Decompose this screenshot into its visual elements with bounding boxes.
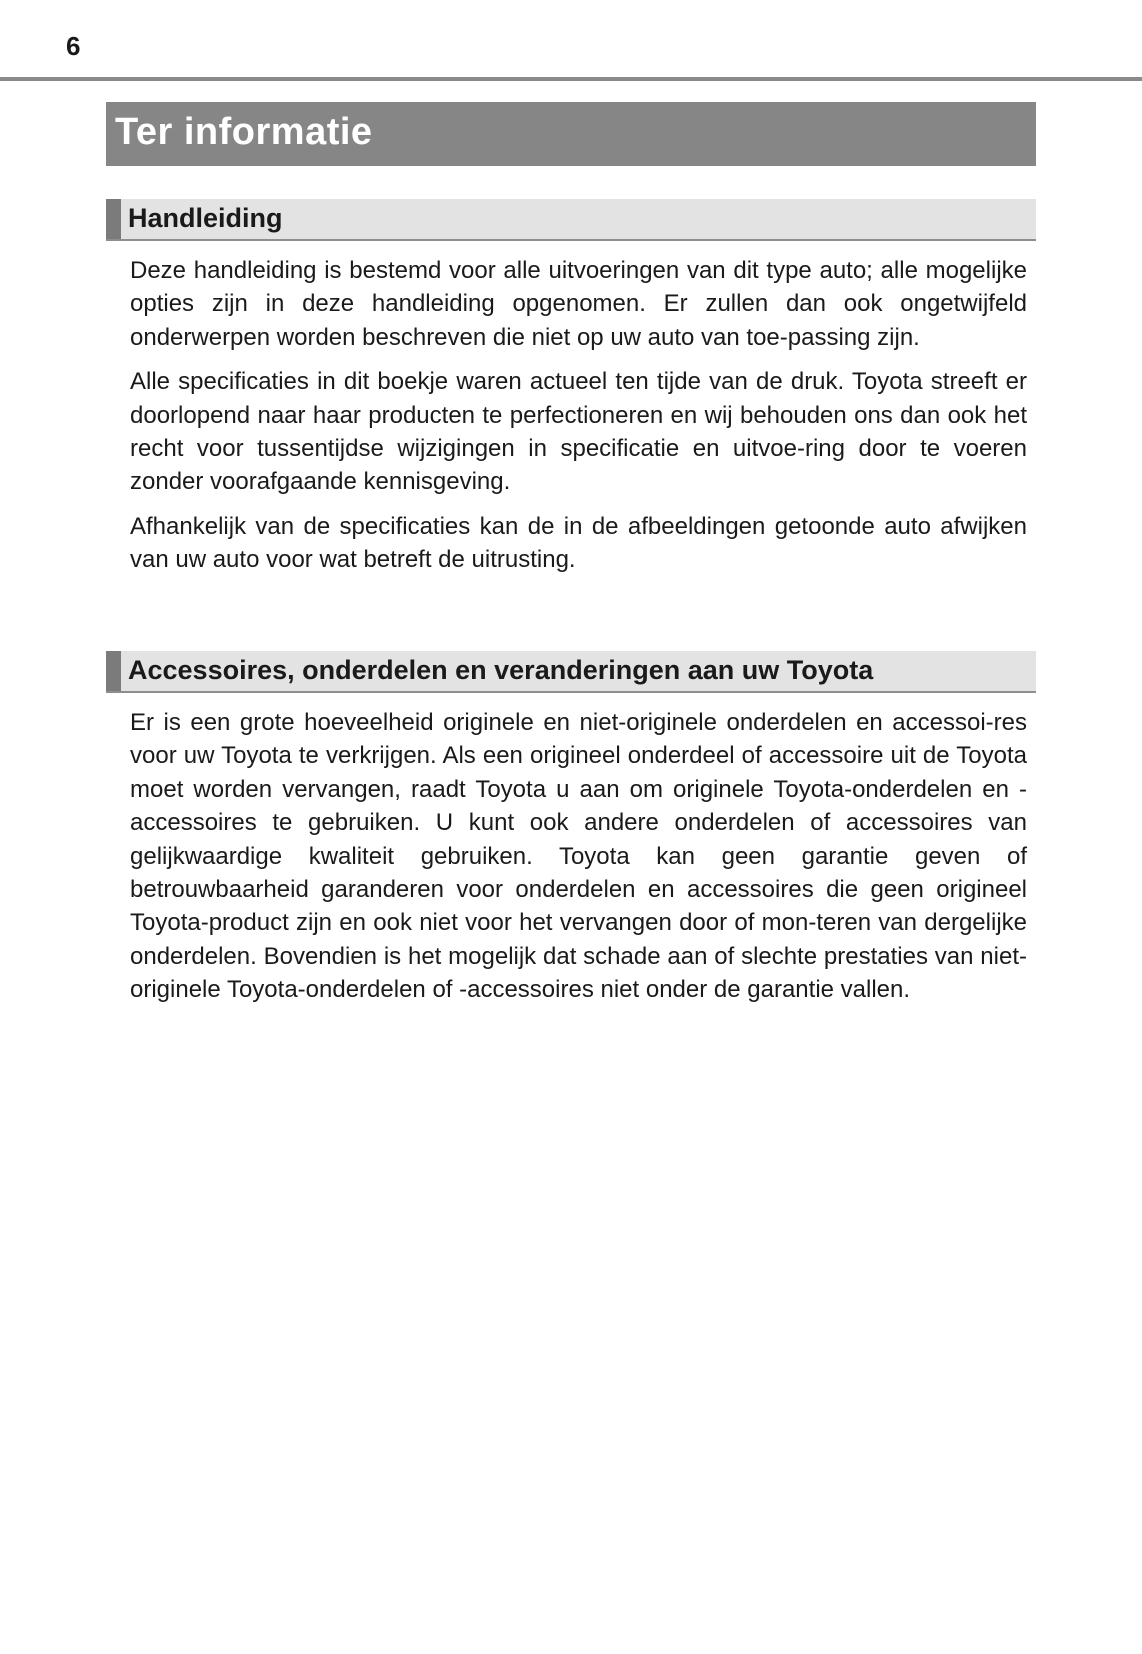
chapter-banner [106,102,1036,166]
section-body-handleiding [130,254,1027,588]
paragraph: Er is een grote hoeveelheid originele en niet-originele onderdelen en accessoi-res voor uw Toyota te verkrijgen. Als een origineel onderdeel of accessoire uit de Toyota moet worden vervangen, raadt Toyota u aan om originele Toyota-onderdelen en -accessoires te gebruiken. U kunt ook andere onderdelen of accessoires van gelijkwaardige kwaliteit gebruiken. Toyota kan geen garantie geven of betrouwbaarheid garanderen voor onderdelen en accessoires die geen origineel Toyota-product zijn en ook niet voor het vervangen door of mon-teren van dergelijke onderdelen. Bovendien is het mogelijk dat schade aan of slechte prestaties van niet-originele Toyota-onderdelen of -accessoires niet onder de garantie vallen. [130,709,1027,1004]
paragraph: Afhankelijk van de specificaties kan de in de afbeeldingen getoonde auto afwijken van uw auto voor wat betreft de uitrusting. [130,512,1027,574]
section-title: Accessoires, onderdelen en veranderingen aan uw Toyota [128,655,874,685]
section-header-handleiding [106,199,1036,241]
header-rule [0,77,1142,81]
chapter-title: Ter informatie [115,111,373,153]
paragraph: Deze handleiding is bestemd voor alle uitvoeringen van dit type auto; alle mogelijke opties zijn in deze handleiding opgenomen. Er zullen dan ook ongetwijfeld onderwerpen worden beschreven die niet op uw auto van toe-passing zijn. [130,257,1027,351]
section-marker-bar [106,651,121,691]
section-header-accessoires [106,651,1036,693]
section-body-accessoires [130,706,1027,1018]
section-marker-bar [106,199,121,239]
page-number: 6 [66,31,81,61]
section-title: Handleiding [128,203,283,233]
paragraph: Alle specificaties in dit boekje waren actueel ten tijde van de druk. Toyota streeft er doorlopend naar haar producten te perfectioneren en wij behouden ons dan ook het recht voor tussentijdse wijzigingen in specificatie en uitvoe-ring door te voeren zonder voorafgaande kennisgeving. [130,368,1027,496]
